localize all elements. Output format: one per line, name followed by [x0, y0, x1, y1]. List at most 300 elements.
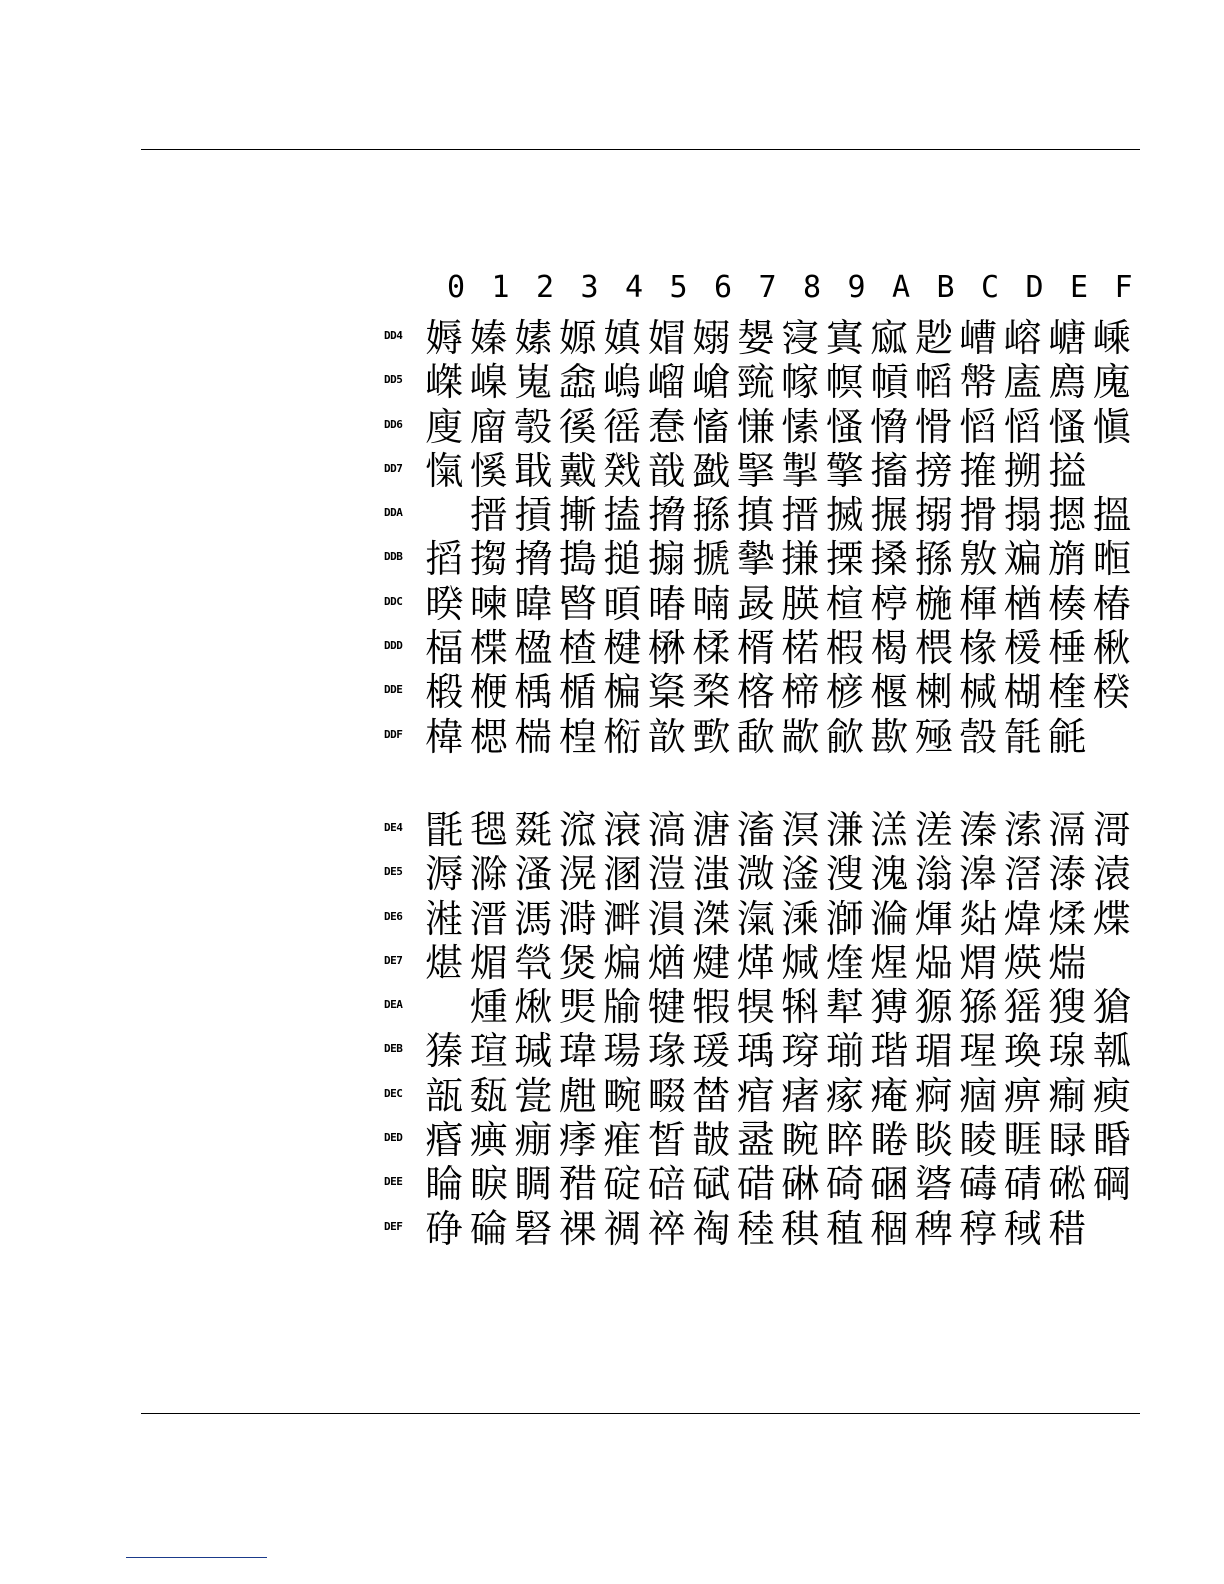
char-glyph: 溤	[514, 896, 553, 941]
char-glyph: 媷	[425, 316, 464, 360]
char-glyph: 戣	[603, 448, 642, 493]
char-glyph: 摁	[1048, 493, 1087, 538]
row-code: DD6	[384, 417, 403, 431]
char-glyph: 搊	[469, 537, 508, 582]
char-glyph: 歂	[781, 714, 820, 759]
char-glyph: 楩	[469, 670, 508, 715]
char-glyph: 痯	[736, 1073, 775, 1118]
column-header-label: 7	[758, 270, 777, 305]
char-glyph: 滃	[914, 852, 953, 897]
char-glyph: 廆	[1092, 360, 1131, 405]
char-glyph: 毸	[469, 808, 508, 852]
char-glyph: 彀	[514, 404, 553, 449]
char-glyph: 煐	[1003, 940, 1042, 985]
char-glyph: 痼	[959, 1073, 998, 1118]
char-glyph: 楹	[514, 626, 553, 671]
char-glyph: 暔	[692, 581, 731, 626]
char-glyph: 嵞	[558, 360, 597, 405]
char-glyph: 搮	[825, 537, 864, 582]
char-glyph: 楦	[825, 581, 864, 626]
char-glyph: 暙	[647, 581, 686, 626]
char-row	[384, 715, 1144, 759]
char-glyph: 煍	[514, 985, 553, 1030]
char-glyph: 愾	[425, 448, 464, 493]
char-glyph: 椵	[825, 626, 864, 671]
column-header	[384, 268, 1144, 308]
char-glyph: 瘏	[781, 1073, 820, 1118]
char-glyph: 旓	[1048, 537, 1087, 582]
char-glyph: 暕	[469, 581, 508, 626]
char-glyph: 犎	[825, 985, 864, 1030]
char-glyph: 楟	[870, 581, 909, 626]
char-glyph: 棰	[1048, 626, 1087, 671]
char-glyph: 溒	[1092, 852, 1131, 897]
char-row	[384, 852, 1144, 896]
char-glyph: 愫	[781, 404, 820, 449]
char-glyph: 嵣	[1048, 316, 1087, 360]
char-glyph: 睠	[870, 1118, 909, 1163]
char-glyph: 楱	[1048, 581, 1087, 626]
char-glyph: 痽	[603, 1118, 642, 1163]
char-glyph: 搐	[870, 448, 909, 493]
char-glyph: 滒	[1092, 808, 1131, 852]
char-glyph: 獊	[1092, 985, 1131, 1030]
char-glyph: 溦	[736, 852, 775, 897]
char-glyph: 痸	[1048, 1073, 1087, 1118]
char-row	[384, 493, 1144, 537]
char-glyph: 朠	[781, 581, 820, 626]
char-glyph: 猺	[1003, 985, 1042, 1030]
char-glyph: 楶	[647, 670, 686, 715]
char-glyph: 搠	[1003, 448, 1042, 493]
char-glyph: 畹	[603, 1073, 642, 1118]
char-row	[384, 1029, 1144, 1073]
char-glyph: 晸	[736, 581, 775, 626]
char-glyph: 痾	[914, 1073, 953, 1118]
char-glyph: 溡	[558, 896, 597, 941]
char-glyph: 幏	[781, 360, 820, 405]
char-glyph: 硹	[1048, 1162, 1087, 1207]
char-glyph: 愼	[1092, 404, 1131, 449]
char-glyph: 滏	[781, 852, 820, 897]
char-glyph: 瓾	[469, 1073, 508, 1118]
char-glyph: 掣	[781, 448, 820, 493]
char-glyph: 戢	[514, 448, 553, 493]
char-glyph: 瑎	[870, 1029, 909, 1074]
char-glyph: 皵	[692, 1118, 731, 1163]
char-glyph: 祽	[647, 1206, 686, 1251]
char-glyph: 睟	[825, 1118, 864, 1163]
char-glyph: 痷	[870, 1073, 909, 1118]
char-glyph: 煸	[603, 940, 642, 985]
char-glyph: 滀	[736, 808, 775, 852]
char-glyph: 煇	[914, 896, 953, 941]
char-glyph: 滖	[603, 808, 642, 852]
char-glyph: 盝	[736, 1118, 775, 1163]
char-glyph: 犍	[647, 985, 686, 1030]
char-glyph: 慆	[1003, 404, 1042, 449]
char-glyph: 搎	[692, 493, 731, 538]
char-glyph: 甝	[558, 1073, 597, 1118]
char-glyph: 獉	[425, 1029, 464, 1074]
char-glyph: 椷	[959, 670, 998, 715]
char-glyph: 寖	[781, 316, 820, 360]
char-glyph: 椳	[914, 626, 953, 671]
column-header-label: 6	[713, 270, 733, 305]
char-glyph: 搷	[736, 493, 775, 538]
char-row	[384, 449, 1144, 493]
row-code: DDC	[384, 594, 403, 608]
char-glyph: 煘	[781, 940, 820, 985]
char-row	[384, 1074, 1144, 1118]
char-row	[384, 405, 1144, 449]
char-glyph: 楻	[558, 714, 597, 759]
char-glyph: 硻	[514, 1206, 553, 1251]
char-glyph: 椽	[959, 626, 998, 671]
char-glyph: 摰	[736, 537, 775, 582]
char-glyph: 搧	[647, 537, 686, 582]
char-glyph: 搚	[647, 493, 686, 538]
char-glyph: 暋	[558, 581, 597, 626]
char-glyph: 巰	[736, 360, 775, 405]
char-glyph: 嵊	[1092, 316, 1131, 360]
char-glyph: 獂	[914, 985, 953, 1030]
char-glyph: 猼	[870, 985, 909, 1030]
char-glyph: 碔	[692, 1162, 731, 1207]
row-code: DDD	[384, 639, 403, 653]
char-glyph: 煓	[1048, 940, 1087, 985]
char-glyph: 滘	[1003, 852, 1042, 897]
char-glyph: 瓡	[1092, 1029, 1131, 1074]
char-glyph: 溲	[825, 852, 864, 897]
char-glyph: 煋	[870, 940, 909, 985]
column-header-label: 1	[491, 270, 510, 305]
char-glyph: 楄	[603, 670, 642, 715]
char-glyph: 溙	[1048, 852, 1087, 897]
char-glyph: 矠	[558, 1162, 597, 1207]
char-glyph: 掔	[736, 448, 775, 493]
char-glyph: 搚	[514, 537, 553, 582]
column-header-label: 8	[802, 270, 822, 305]
row-code: DD7	[384, 461, 403, 475]
char-glyph: 煣	[1048, 896, 1087, 941]
char-glyph: 愲	[914, 404, 953, 449]
column-header-label: E	[1069, 270, 1089, 305]
char-glyph: 皙	[647, 1118, 686, 1163]
character-block-2	[384, 808, 1144, 1251]
char-glyph: 搦	[914, 493, 953, 538]
char-glyph: 廇	[469, 404, 508, 449]
char-glyph: 楀	[514, 670, 553, 715]
char-glyph: 瑐	[825, 1029, 864, 1074]
char-glyph: 嵢	[692, 360, 731, 405]
char-glyph: 祼	[558, 1206, 597, 1251]
char-glyph: 楎	[959, 581, 998, 626]
char-glyph: 瑔	[1048, 1029, 1087, 1074]
char-glyph: 碚	[647, 1162, 686, 1207]
char-glyph: 戤	[692, 448, 731, 493]
char-glyph: 睚	[1003, 1118, 1042, 1163]
char-glyph: 犑	[736, 985, 775, 1030]
char-glyph: 溹	[1003, 808, 1042, 852]
char-row	[384, 1207, 1144, 1251]
char-glyph: 瑄	[469, 1029, 508, 1074]
char-glyph: 煰	[914, 940, 953, 985]
char-glyph: 祹	[692, 1206, 731, 1251]
char-glyph: 毹	[1048, 714, 1087, 759]
char-glyph: 瑋	[558, 1029, 597, 1074]
char-glyph: 嵲	[469, 360, 508, 405]
char-glyph: 碆	[914, 1162, 953, 1207]
char-glyph: 楏	[1048, 670, 1087, 715]
row-code: DEE	[384, 1175, 403, 1189]
char-glyph: 煃	[825, 940, 864, 985]
char-glyph: 嫀	[469, 316, 508, 360]
char-glyph: 溰	[647, 852, 686, 897]
char-glyph: 幎	[825, 360, 864, 405]
char-glyph: 煄	[469, 985, 508, 1030]
char-glyph: 搕	[603, 493, 642, 538]
char-glyph: 楁	[736, 670, 775, 715]
char-glyph: 楬	[870, 626, 909, 671]
char-glyph: 溛	[558, 808, 597, 852]
char-glyph: 楺	[692, 626, 731, 671]
char-glyph: 煡	[692, 940, 731, 985]
char-glyph: 睒	[914, 1118, 953, 1163]
char-glyph: 慆	[959, 404, 998, 449]
char-glyph: 碇	[603, 1162, 642, 1207]
char-row	[384, 670, 1144, 714]
char-glyph: 搢	[469, 493, 508, 538]
char-glyph: 滜	[959, 852, 998, 897]
row-code: DDE	[384, 683, 403, 697]
char-glyph: 尟	[914, 316, 953, 360]
char-glyph: 煟	[959, 940, 998, 985]
char-glyph: 瑏	[781, 1029, 820, 1074]
char-glyph: 毲	[514, 808, 553, 852]
char-glyph: 搒	[914, 448, 953, 493]
char-glyph: 痹	[1003, 1073, 1042, 1118]
char-glyph: 搋	[692, 537, 731, 582]
char-glyph: 煲	[558, 940, 597, 985]
column-header-label: 3	[580, 270, 599, 305]
char-glyph: 慊	[736, 404, 775, 449]
char-glyph: 愶	[870, 404, 909, 449]
char-row	[384, 897, 1144, 941]
char-glyph: 斒	[1003, 537, 1042, 582]
char-glyph: 嶆	[959, 316, 998, 360]
char-glyph: 碅	[870, 1162, 909, 1207]
char-glyph: 廋	[425, 404, 464, 449]
char-glyph: 楉	[781, 626, 820, 671]
char-glyph: 睩	[1048, 1118, 1087, 1163]
char-glyph: 嫃	[603, 316, 642, 360]
char-glyph: 稙	[825, 1206, 864, 1251]
char-glyph: 暐	[514, 581, 553, 626]
char-glyph: 歆	[647, 714, 686, 759]
char-glyph: 溿	[603, 896, 642, 941]
char-glyph: 摲	[558, 493, 597, 538]
char-glyph: 嵱	[1003, 316, 1042, 360]
char-row	[384, 360, 1144, 404]
char-glyph: 溗	[781, 896, 820, 941]
char-glyph: 溠	[914, 808, 953, 852]
char-glyph: 楂	[558, 626, 597, 671]
char-glyph: 嫊	[514, 316, 553, 360]
char-glyph: 嵬	[514, 360, 553, 405]
char-row	[384, 1118, 1144, 1162]
row-code: DED	[384, 1131, 403, 1145]
char-glyph: 瘃	[825, 1073, 864, 1118]
char-glyph: 暅	[1092, 537, 1131, 582]
row-code: DEC	[384, 1086, 403, 1100]
row-code: DEA	[384, 998, 403, 1012]
char-glyph: 嫄	[558, 316, 597, 360]
char-glyph: 煪	[647, 940, 686, 985]
char-glyph: 椲	[425, 714, 464, 759]
char-glyph: 瑆	[959, 1029, 998, 1074]
char-glyph: 敫	[959, 537, 998, 582]
char-glyph: 瑂	[914, 1029, 953, 1074]
char-glyph: 嫢	[736, 316, 775, 360]
char-glyph: 楒	[469, 714, 508, 759]
char-glyph: 睧	[1092, 1118, 1131, 1163]
row-code: DDA	[384, 506, 403, 520]
char-glyph: 稒	[870, 1206, 909, 1251]
char-glyph: 溱	[959, 808, 998, 852]
char-glyph: 嗀	[959, 714, 998, 759]
char-glyph: 禂	[603, 1206, 642, 1251]
char-glyph: 稕	[959, 1206, 998, 1251]
char-glyph: 溷	[603, 852, 642, 897]
char-glyph: 溏	[692, 808, 731, 852]
char-glyph: 楋	[914, 670, 953, 715]
char-glyph: 幊	[870, 360, 909, 405]
char-glyph: 溔	[870, 808, 909, 852]
char-glyph: 楑	[1092, 670, 1131, 715]
char-glyph: 歃	[736, 714, 775, 759]
char-glyph: 戴	[558, 448, 597, 493]
column-header-label: 5	[669, 270, 688, 305]
char-glyph: 牏	[603, 985, 642, 1030]
char-glyph: 楢	[1003, 581, 1042, 626]
char-glyph: 寙	[870, 316, 909, 360]
char-glyph: 睕	[781, 1118, 820, 1163]
char-glyph: 嫋	[692, 316, 731, 360]
char-glyph: 惷	[647, 404, 686, 449]
char-row	[384, 941, 1144, 985]
char-glyph: 溓	[825, 808, 864, 852]
char-glyph: 獀	[1048, 985, 1087, 1030]
char-glyph: 毷	[425, 808, 464, 852]
char-row	[384, 582, 1144, 626]
char-glyph: 歅	[692, 714, 731, 759]
char-glyph: 搯	[425, 537, 464, 582]
char-glyph: 溎	[425, 896, 464, 941]
char-glyph: 滊	[736, 896, 775, 941]
char-glyph: 犐	[781, 985, 820, 1030]
char-glyph: 溳	[647, 896, 686, 941]
row-code: DD5	[384, 373, 403, 387]
char-glyph: 楌	[825, 670, 864, 715]
char-glyph: 搵	[1092, 493, 1131, 538]
char-glyph: 瓿	[425, 1073, 464, 1118]
char-glyph: 楘	[692, 670, 731, 715]
char-glyph: 煢	[514, 940, 553, 985]
char-glyph: 椿	[1092, 581, 1131, 626]
column-header-label: A	[891, 270, 911, 305]
column-header-label: D	[1025, 270, 1044, 305]
char-glyph: 搢	[781, 493, 820, 538]
char-glyph: 摃	[514, 493, 553, 538]
char-glyph: 滉	[558, 852, 597, 897]
char-glyph: 暊	[603, 581, 642, 626]
char-glyph: 稗	[914, 1206, 953, 1251]
char-glyph: 滈	[647, 808, 686, 852]
char-glyph: 碙	[1092, 1162, 1131, 1207]
char-glyph: 幍	[914, 360, 953, 405]
char-glyph: 廅	[1003, 360, 1042, 405]
char-glyph: 滁	[469, 852, 508, 897]
char-row	[384, 985, 1144, 1029]
char-glyph: 碄	[781, 1162, 820, 1207]
char-glyph: 楸	[1092, 626, 1131, 671]
char-glyph: 稢	[1003, 1206, 1042, 1251]
char-glyph: 痻	[425, 1118, 464, 1163]
char-glyph: 搤	[1048, 448, 1087, 493]
char-glyph: 溍	[469, 896, 508, 941]
char-glyph: 睔	[425, 1162, 464, 1207]
bottom-rule	[141, 1413, 1140, 1414]
char-glyph: 瓽	[514, 1073, 553, 1118]
char-glyph: 搎	[914, 537, 953, 582]
char-glyph: 煂	[736, 940, 775, 985]
char-glyph: 稑	[736, 1206, 775, 1251]
char-glyph: 碡	[959, 1162, 998, 1207]
char-glyph: 殛	[914, 714, 953, 759]
char-glyph: 椼	[603, 714, 642, 759]
char-glyph: 睭	[514, 1162, 553, 1207]
char-glyph: 徭	[603, 404, 642, 449]
char-glyph: 慅	[1048, 404, 1087, 449]
char-glyph: 痶	[469, 1118, 508, 1163]
row-code: DE5	[384, 865, 403, 879]
character-block-1	[384, 316, 1144, 759]
char-glyph: 歁	[870, 714, 909, 759]
char-glyph: 搰	[959, 493, 998, 538]
char-glyph: 稘	[781, 1206, 820, 1251]
char-glyph: 瑍	[1003, 1029, 1042, 1074]
char-glyph: 滍	[692, 852, 731, 897]
char-row	[384, 808, 1144, 852]
char-glyph: 碕	[825, 1162, 864, 1207]
char-glyph: 溟	[781, 808, 820, 852]
row-code: DE6	[384, 909, 403, 923]
char-glyph: 煝	[469, 940, 508, 985]
char-glyph: 搣	[825, 493, 864, 538]
char-glyph: 猻	[959, 985, 998, 1030]
char-glyph: 榃	[692, 1073, 731, 1118]
char-glyph: 楗	[603, 626, 642, 671]
row-code: DDF	[384, 727, 403, 741]
char-glyph: 碀	[425, 1206, 464, 1251]
char-glyph: 碖	[469, 1206, 508, 1251]
row-code: DE4	[384, 821, 403, 834]
char-glyph: 煠	[1092, 896, 1131, 941]
char-glyph: 瑗	[692, 1029, 731, 1074]
char-glyph: 毻	[1003, 714, 1042, 759]
char-glyph: 碃	[1003, 1162, 1042, 1207]
